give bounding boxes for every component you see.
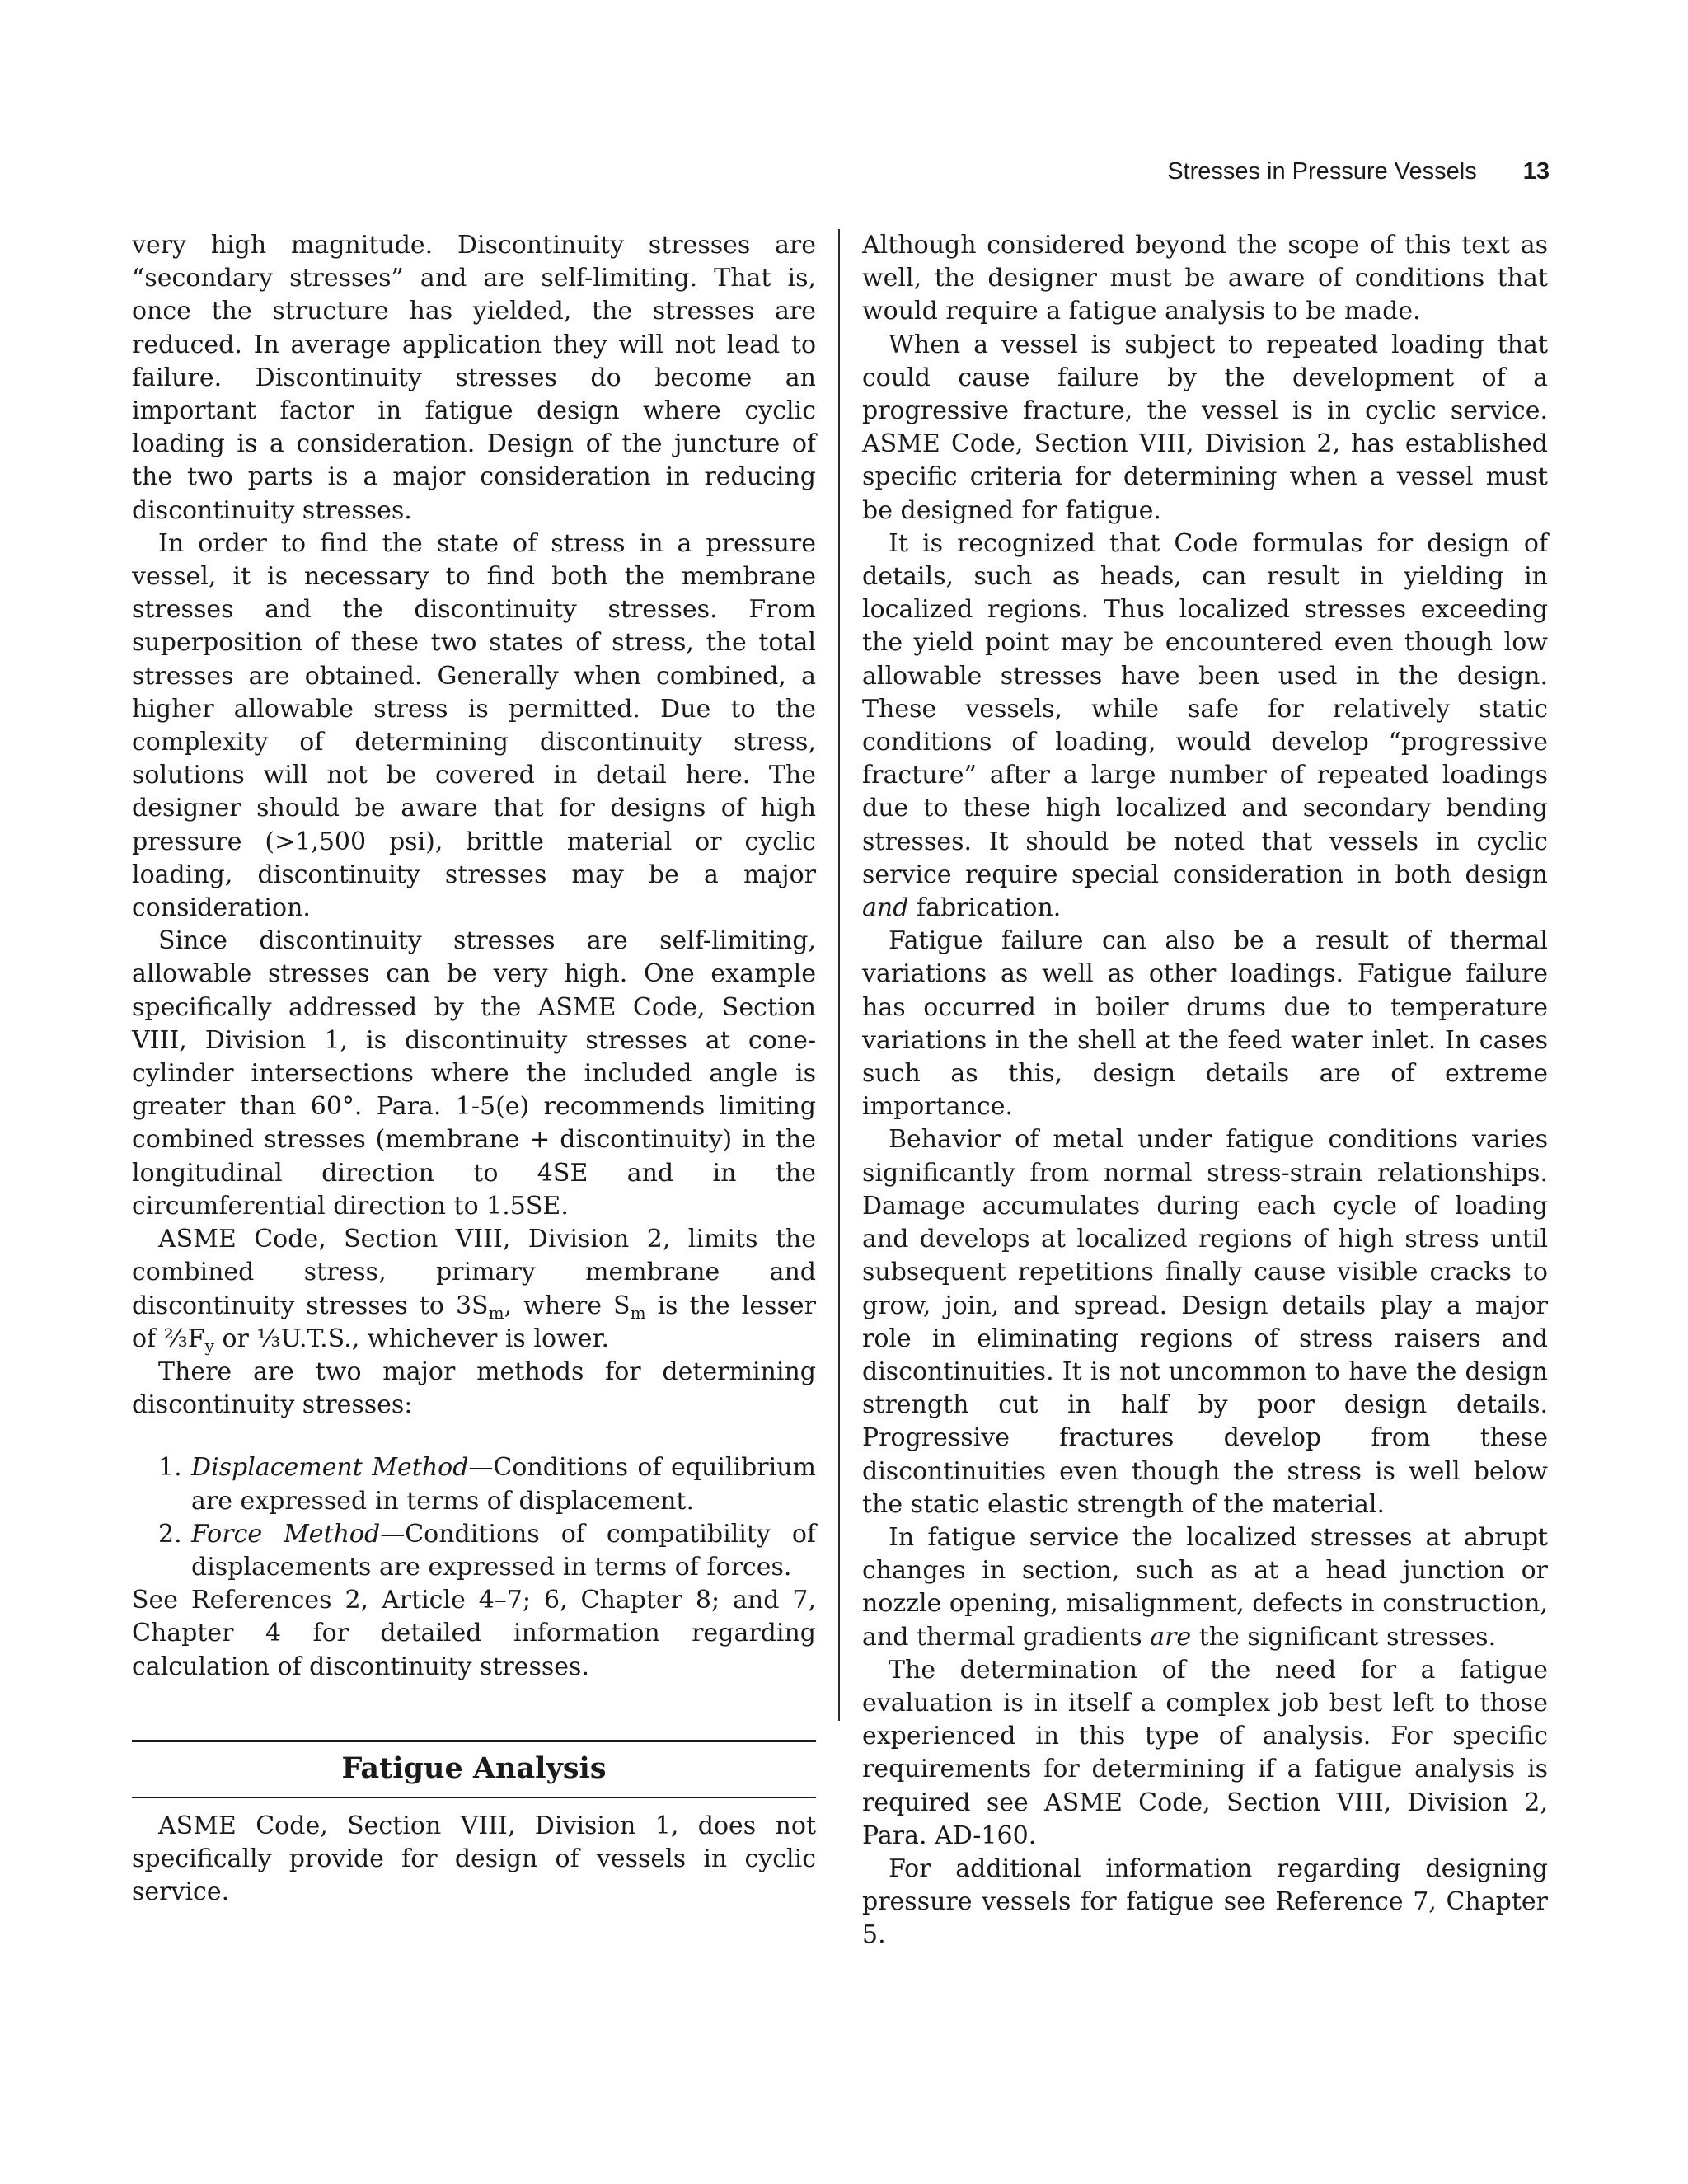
page-number: 13: [1522, 158, 1550, 185]
paragraph: Behavior of metal under fatigue conditions varies significantly from normal stress-strain relationships. Damage accumulates during each cycle of loading and develops at localized regions of high stress until subsequent repetitions finally cause visible cracks to grow, join, and spread. Design details play a major role in eliminating regions of stress raisers and discontinuities. It is not uncommon to have the design strength cut in half by poor design details. Progressive fractures develop from these discontinuities even though the stress is well below the static elastic strength of the material.: [862, 1125, 1548, 1519]
list-item: 1. Displacement Method—Conditions of equilibrium are expressed in terms of displacement.: [158, 1453, 816, 1516]
paragraph: It is recognized that Code formulas for design of details, such as heads, can result in yielding in localized regions. Thus localized stresses exceeding the yield point may be encountered even though low allowable stresses have been used in the design. These vessels, while safe for relatively static conditions of loading, would develop “progressive fracture” after a large number of repeated loadings due to these high localized and secondary bending stresses. It should be noted that vessels in cyclic service require special consideration in both design and fabrication.: [862, 528, 1548, 923]
column-divider: [838, 229, 840, 1721]
paragraph: ASME Code, Section VIII, Division 2, limits the combined stress, primary membrane and discontinuity stresses to $3S_m$, where $S_m$ is the lesser of $\frac{2}{3}F_y$ or ⅓U.T.S., whichever is lower.: [132, 1225, 816, 1356]
paragraph: Fatigue failure can also be a result of thermal variations as well as other loadings. Fatigue failure has occurred in boiler drums due to temperature variations in the shell at the feed water inlet. In cases such as this, design details are of extreme importance.: [862, 926, 1548, 1122]
list-item: 2. Force Method—Conditions of compatibility of displacements are expressed in terms of forces.: [158, 1519, 816, 1582]
left-column: [132, 229, 816, 1909]
paragraph: Although considered beyond the scope of this text as well, the designer must be aware of conditions that would require a fatigue analysis to be made.: [862, 231, 1548, 326]
section-heading: Fatigue Analysis: [132, 1740, 816, 1798]
paragraph: When a vessel is subject to repeated loading that could cause failure by the development of a progressive fracture, the vessel is in cyclic service. ASME Code, Section VIII, Division 2, has established specific criteria for determining when a vessel must be designed for fatigue.: [862, 330, 1548, 525]
paragraph: ASME Code, Section VIII, Division 1, does not specifically provide for design of vessels in cyclic service.: [132, 1811, 816, 1907]
paragraph: very high magnitude. Discontinuity stresses are “secondary stresses” and are self-limiting. That is, once the structure has yielded, the stresses are reduced. In average application they will not lead to failure. Discontinuity stresses do become an important factor in fatigue design where cyclic loading is a consideration. Design of the juncture of the two parts is a major consideration in reducing discontinuity stresses.: [132, 231, 816, 525]
paragraph: The determination of the need for a fatigue evaluation is in itself a complex job best left to those experienced in this type of analysis. For specific requirements for determining if a fatigue analysis is required see ASME Code, Section VIII, Division 2, Para. AD-160.: [862, 1655, 1548, 1850]
numbered-list: [132, 1451, 816, 1584]
right-column: [862, 229, 1548, 1952]
paragraph: In order to find the state of stress in a pressure vessel, it is necessary to find both the membrane stresses and the discontinuity stresses. From superposition of these two states of stress, the total stresses are obtained. Generally when combined, a higher allowable stress is permitted. Due to the complexity of determining discontinuity stress, solutions will not be covered in detail here. The designer should be aware that for designs of high pressure (>1,500 psi), brittle material or cyclic loading, discontinuity stresses may be a major consideration.: [132, 528, 816, 923]
paragraph: In fatigue service the localized stresses at abrupt changes in section, such as at a head junction or nozzle opening, misalignment, defects in construction, and thermal gradients are the significant stresses.: [862, 1522, 1548, 1652]
paragraph: See References 2, Article 4–7; 6, Chapter 8; and 7, Chapter 4 for detailed information regarding calculation of discontinuity stresses.: [132, 1586, 816, 1681]
paragraph: There are two major methods for determining discontinuity stresses:: [132, 1357, 816, 1420]
running-header: [1167, 158, 1550, 185]
paragraph: For additional information regarding designing pressure vessels for fatigue see Reference 7, Chapter 5.: [862, 1854, 1548, 1950]
paragraph: Since discontinuity stresses are self-limiting, allowable stresses can be very high. One example specifically addressed by the ASME Code, Section VIII, Division 1, is discontinuity stresses at cone-cylinder intersections where the included angle is greater than 60°. Para. 1-5(e) recommends limiting combined stresses (membrane + discontinuity) in the longitudinal direction to 4SE and in the circumferential direction to 1.5SE.: [132, 926, 816, 1221]
running-title: Stresses in Pressure Vessels: [1167, 158, 1477, 185]
